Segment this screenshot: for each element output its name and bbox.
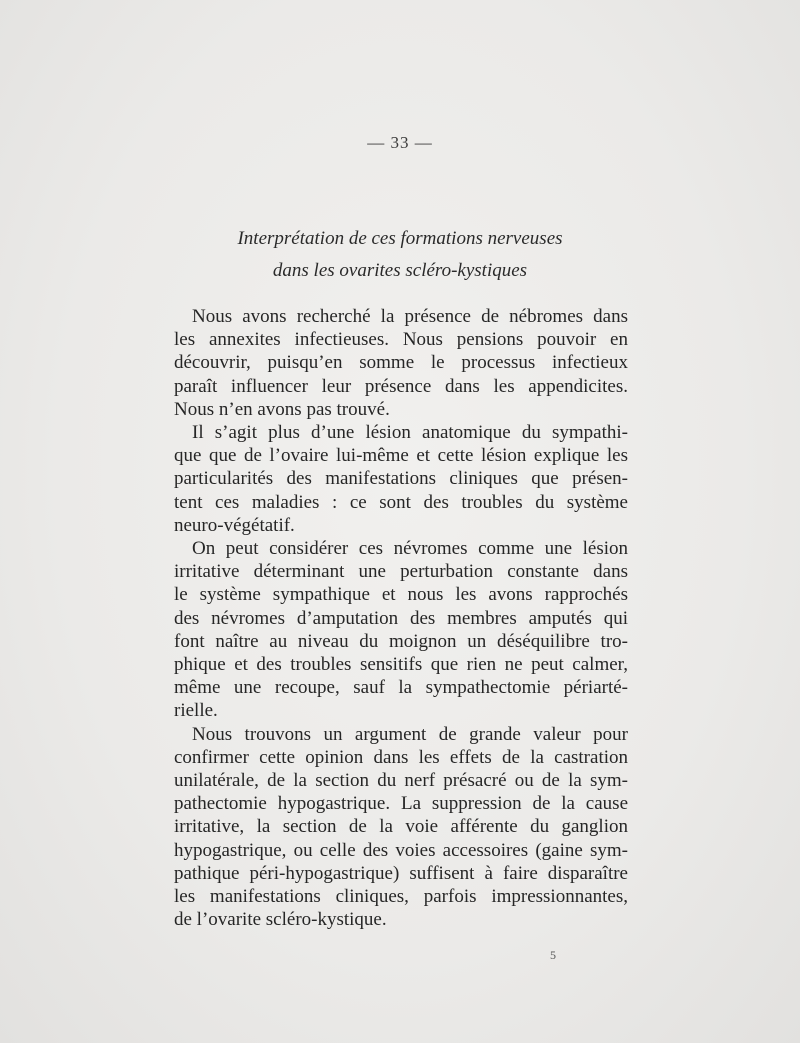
paragraph-2-line: que que de l’ovaire lui-même et cette lésion explique les bbox=[174, 445, 628, 467]
paragraph-4-line: Nous trouvons un argument de grande valeur pour bbox=[192, 723, 628, 745]
paragraph-4-line: unilatérale, de la section du nerf présacré ou de la sym- bbox=[174, 770, 628, 792]
paragraph-4-line: irritative, la section de la voie afférente du ganglion bbox=[174, 816, 628, 838]
paragraph-4-line: hypogastrique, ou celle des voies accessoires (gaine sym- bbox=[174, 839, 628, 861]
paragraph-4-line: pathectomie hypogastrique. La suppression de la cause bbox=[174, 793, 628, 815]
paragraph-1-line: Nous avons recherché la présence de nébromes dans bbox=[192, 306, 628, 327]
paragraph-3-line: même une recoupe, sauf la sympathectomie périarté- bbox=[174, 677, 628, 699]
page-number: — 33 — bbox=[367, 133, 433, 152]
paragraph-3-line: des névromes d’amputation des membres amputés qui bbox=[174, 607, 628, 629]
paragraph-3-line: phique et des troubles sensitifs que rien ne peut calmer, bbox=[174, 654, 628, 676]
paragraph-1-line: les annexites infectieuses. Nous pensions pouvoir en bbox=[174, 329, 628, 351]
paragraph-2-line: particularités des manifestations cliniques que présen- bbox=[174, 468, 628, 490]
section-heading-line-2: dans les ovarites scléro-kystiques bbox=[272, 260, 528, 281]
paragraph-4-line: confirmer cette opinion dans les effets de la castration bbox=[174, 746, 628, 768]
paragraph-1-line: paraît influencer leur présence dans les appendicites. bbox=[174, 375, 628, 397]
paragraph-1-line: découvrir, puisqu’en somme le processus infectieux bbox=[174, 352, 628, 374]
paragraph-4-line: les manifestations cliniques, parfois impressionnantes, bbox=[174, 886, 628, 908]
paragraph-3-line: font naître au niveau du moignon un déséquilibre tro- bbox=[174, 630, 628, 652]
paragraph-1-line: Nous n’en avons pas trouvé. bbox=[174, 398, 390, 420]
paragraph-2-line: tent ces maladies : ce sont des troubles du système bbox=[174, 491, 628, 513]
paragraph-3-line: On peut considérer ces névromes comme une lésion bbox=[192, 538, 628, 560]
paragraph-2-line: neuro-végétatif. bbox=[174, 514, 295, 536]
paragraph-4-line: pathique péri-hypogastrique) suffisent à faire disparaître bbox=[174, 862, 628, 884]
paragraph-3-line: irritative déterminant une perturbation constante dans bbox=[174, 561, 628, 583]
paragraph-3-line: le système sympathique et nous les avons rapprochés bbox=[174, 584, 628, 606]
body-text bbox=[174, 305, 628, 931]
section-heading-line-1: Interprétation de ces formations nerveuses bbox=[237, 228, 563, 249]
signature-mark: 5 bbox=[550, 948, 556, 962]
paragraph-3-line: rielle. bbox=[174, 700, 218, 722]
paragraph-2-line: Il s’agit plus d’une lésion anatomique du sympathi- bbox=[192, 422, 628, 444]
paragraph-4-line: de l’ovarite scléro-kystique. bbox=[174, 909, 387, 931]
